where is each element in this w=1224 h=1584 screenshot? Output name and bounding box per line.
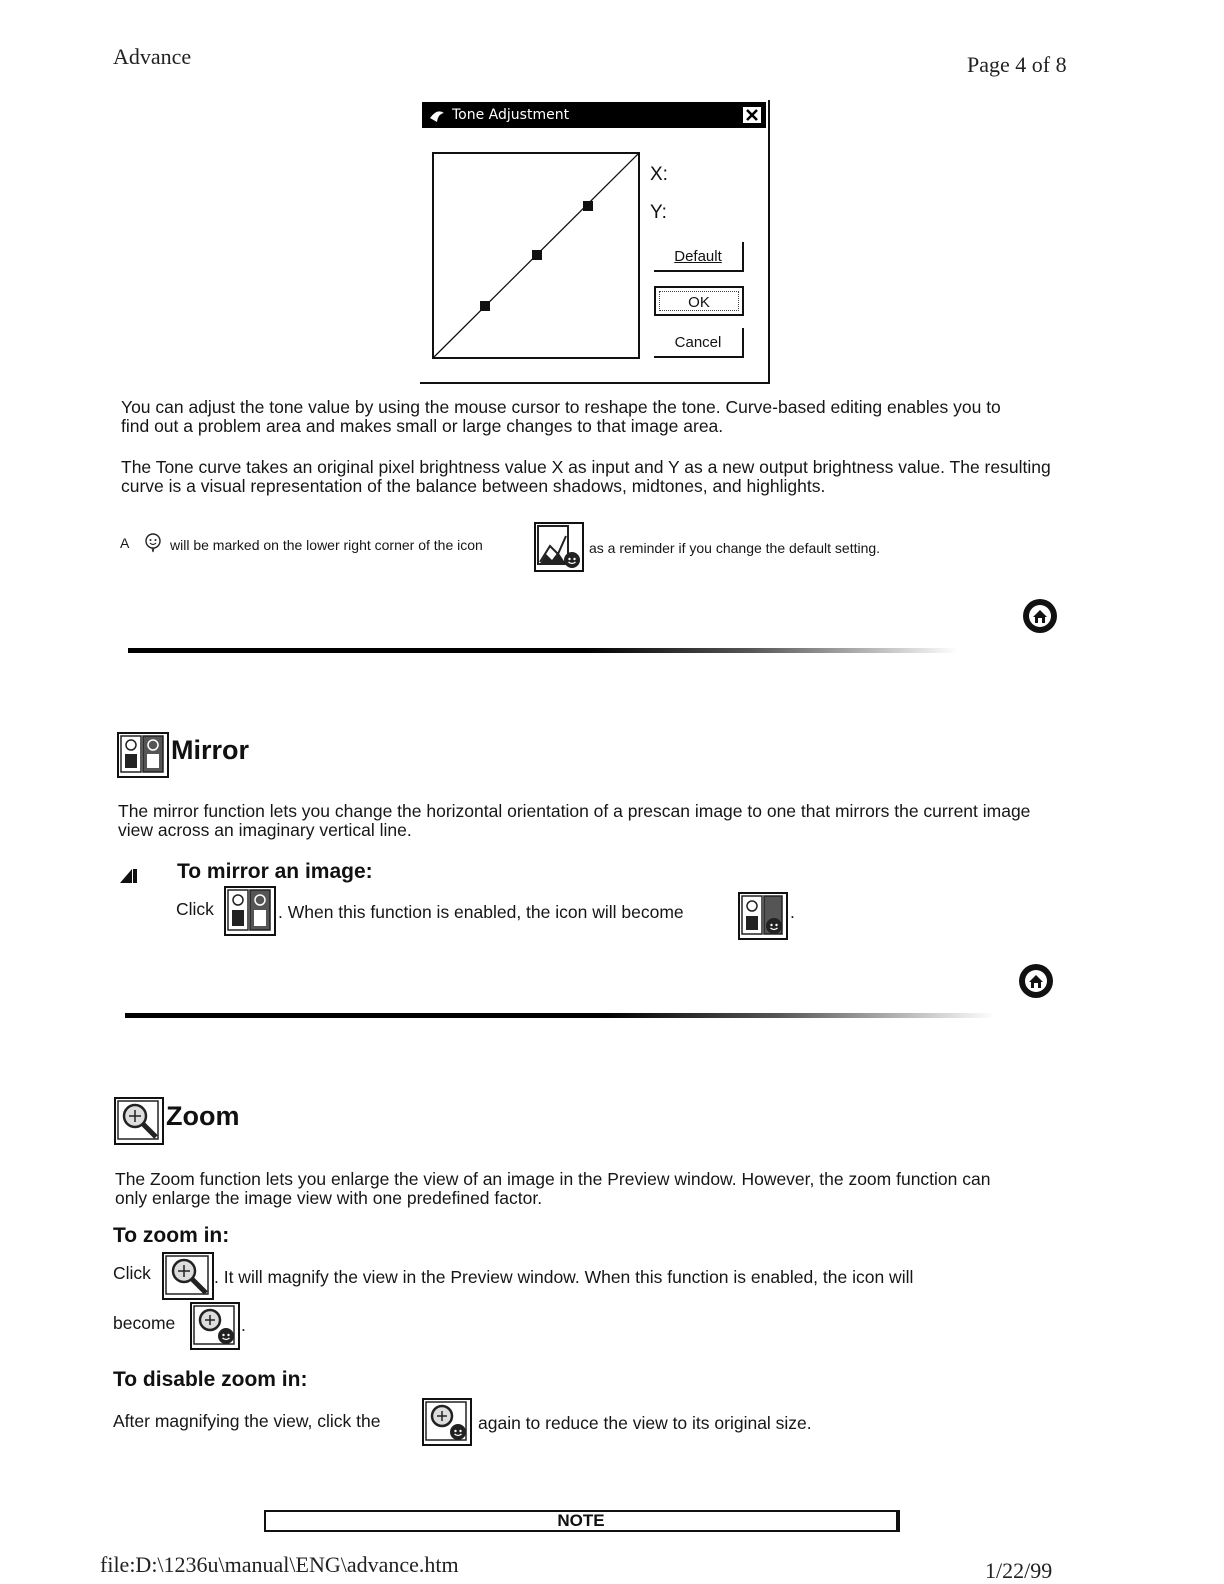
tone-paragraph-1: You can adjust the tone value by using the mouse cursor to reshape the tone. Curve-based editing enables you to find out a problem area and makes small or large changes to that image area.	[121, 397, 1001, 436]
zoom-period: .	[241, 1315, 246, 1335]
mirror-enabled-text: . When this function is enabled, the icon will become	[278, 902, 684, 922]
disable-zoom-text-before: After magnifying the view, click the	[113, 1411, 381, 1431]
home-icon[interactable]	[1019, 964, 1053, 998]
page-number: Page 4 of 8	[967, 52, 1067, 77]
home-icon[interactable]	[1023, 599, 1057, 633]
curve-control-point	[532, 250, 542, 260]
mirror-heading: Mirror	[171, 735, 250, 765]
note-box	[264, 1510, 900, 1532]
mirror-period: .	[790, 902, 795, 922]
zoom-enabled-icon	[190, 1302, 240, 1350]
note-label: NOTE	[557, 1511, 605, 1530]
zoom-heading: Zoom	[166, 1101, 240, 1131]
dialog-titlebar	[422, 102, 766, 128]
tone-adjustment-icon[interactable]	[534, 522, 584, 572]
reminder-end-text: as a reminder if you change the default setting.	[589, 540, 881, 556]
smiley-marker-icon	[143, 532, 163, 559]
mirror-button-icon[interactable]	[224, 886, 276, 936]
zoom-enabled-button-icon[interactable]	[422, 1398, 472, 1446]
ok-button[interactable]: OK	[654, 286, 744, 316]
zoom-click-label: Click	[113, 1263, 151, 1283]
tone-paragraph-2: The Tone curve takes an original pixel brightness value X as input and Y as a new output brightness value. The resulting curve is a visual representation of the balance between shadows, midtones, and highlights.	[121, 457, 1051, 496]
zoom-description: The Zoom function lets you enlarge the view of an image in the Preview window. However, the zoom function can only enlarge the image view with one predefined factor.	[115, 1169, 991, 1208]
mirror-howto-heading: To mirror an image:	[177, 860, 373, 883]
disable-zoom-heading: To disable zoom in:	[113, 1368, 308, 1391]
reminder-a: A	[120, 535, 130, 551]
zoom-button-icon[interactable]	[162, 1252, 214, 1300]
dialog-title: Tone Adjustment	[452, 107, 570, 123]
close-icon[interactable]	[742, 106, 762, 124]
default-button[interactable]: Default	[654, 242, 744, 272]
cancel-button[interactable]: Cancel	[654, 328, 744, 358]
zoom-in-heading: To zoom in:	[113, 1224, 230, 1247]
curve-control-point	[480, 301, 490, 311]
zoom-become-label: become	[113, 1313, 176, 1333]
bullet-arrow-icon	[118, 865, 140, 890]
app-icon	[428, 106, 446, 127]
zoom-in-text: . It will magnify the view in the Preview window. When this function is enabled, the icon will	[214, 1267, 914, 1287]
x-readout: X:	[650, 164, 668, 185]
curve-control-point	[583, 201, 593, 211]
reminder-middle-text: will be marked on the lower right corner of the icon	[170, 537, 483, 553]
header-title: Advance	[113, 44, 192, 69]
mirror-description: The mirror function lets you change the horizontal orientation of a prescan image to one that mirrors the current image view across an imaginary vertical line.	[118, 801, 1031, 840]
footer-date: 1/22/99	[985, 1558, 1053, 1583]
mirror-click-label: Click	[176, 899, 214, 919]
mirror-icon	[117, 732, 169, 778]
zoom-icon	[114, 1097, 164, 1145]
tone-adjustment-dialog	[420, 100, 770, 384]
y-readout: Y:	[650, 202, 667, 223]
section-divider	[125, 1013, 995, 1018]
footer-path: file:D:\1236u\manual\ENG\advance.htm	[100, 1552, 459, 1577]
mirror-enabled-icon	[738, 892, 788, 940]
tone-curve-graph[interactable]	[432, 152, 644, 362]
section-divider	[128, 648, 958, 653]
disable-zoom-text-after: again to reduce the view to its original size.	[478, 1413, 812, 1433]
